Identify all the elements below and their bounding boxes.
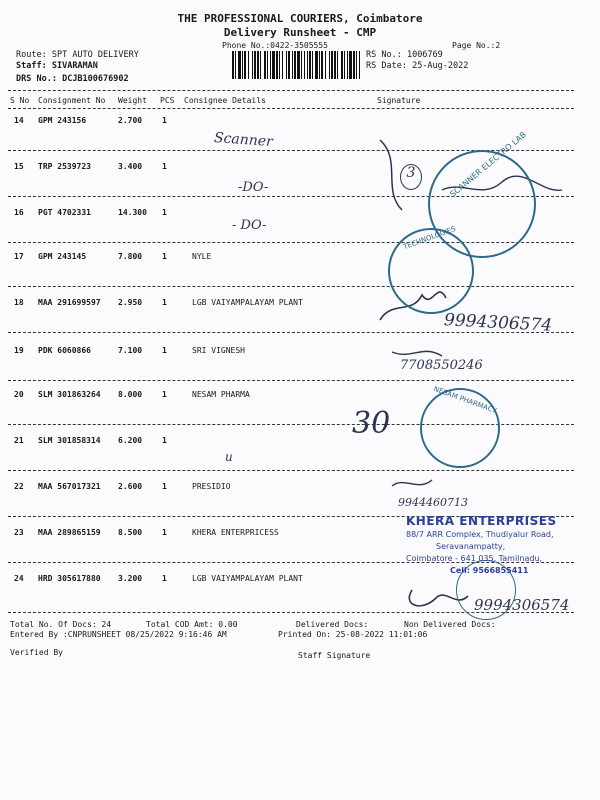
total-docs: Total No. Of Docs: 24 bbox=[10, 620, 112, 629]
row-consignment-no: MAA 289865159 bbox=[38, 528, 101, 537]
stamp-text-nesam: NESAM PHARMACY bbox=[432, 384, 498, 416]
barcode-bar bbox=[242, 51, 243, 79]
row-pcs: 1 bbox=[162, 208, 167, 217]
row-pcs: 1 bbox=[162, 162, 167, 171]
handwritten-circled-3: 3 bbox=[400, 164, 422, 190]
row-weight: 3.400 bbox=[118, 162, 143, 171]
row-weight: 7.800 bbox=[118, 252, 143, 261]
barcode-bar bbox=[252, 51, 253, 79]
route-value: SPT AUTO DELIVERY bbox=[51, 50, 139, 60]
drs-row bbox=[16, 74, 129, 84]
barcode-bar bbox=[334, 51, 336, 79]
header-divider-bottom bbox=[8, 108, 574, 109]
route-row bbox=[16, 50, 139, 60]
rs-date-row bbox=[366, 61, 468, 71]
khera-stamp-line2: Seravanampatty, bbox=[436, 542, 506, 551]
row-pcs: 1 bbox=[162, 574, 167, 583]
drs-label: DRS No.: bbox=[16, 74, 57, 84]
row-consignee: SRI VIGNESH bbox=[192, 346, 245, 355]
rs-date-label: RS Date: bbox=[366, 61, 407, 71]
barcode bbox=[232, 51, 360, 79]
row-sno: 22 bbox=[14, 482, 24, 491]
delivered-docs: Delivered Docs: bbox=[296, 620, 369, 629]
row-weight: 2.600 bbox=[118, 482, 143, 491]
row-weight: 6.200 bbox=[118, 436, 143, 445]
row-pcs: 1 bbox=[162, 390, 167, 399]
row-pcs: 1 bbox=[162, 436, 167, 445]
barcode-bar bbox=[238, 51, 241, 79]
khera-stamp-line1: 88/7 ARR Complex, Thudiyalur Road, bbox=[406, 530, 554, 539]
nesam-pharmacy-stamp bbox=[420, 384, 500, 468]
row-pcs: 1 bbox=[162, 346, 167, 355]
staff-row bbox=[16, 61, 98, 71]
row-weight: 2.700 bbox=[118, 116, 143, 125]
barcode-bar bbox=[257, 51, 259, 79]
runsheet-title: Delivery Runsheet - CMP bbox=[223, 26, 377, 39]
barcode-bar bbox=[260, 51, 261, 79]
row-sno: 19 bbox=[14, 346, 24, 355]
row-consignment-no: SLM 301858314 bbox=[38, 436, 101, 445]
barcode-bar bbox=[267, 51, 268, 79]
rs-date-value: 25-Aug-2022 bbox=[412, 61, 469, 71]
barcode-bar bbox=[347, 51, 348, 79]
barcode-bar bbox=[356, 51, 357, 79]
barcode-bar bbox=[244, 51, 246, 79]
barcode-bar bbox=[264, 51, 266, 79]
phone-number: Phone No.:0422-3505555 bbox=[222, 41, 328, 50]
barcode-bar bbox=[341, 51, 343, 79]
row-consignment-no: MAA 291699597 bbox=[38, 298, 101, 307]
barcode-bar bbox=[248, 51, 249, 79]
handwritten-phone-4: 9994306574 bbox=[474, 596, 570, 614]
barcode-bar bbox=[353, 51, 355, 79]
handwritten-phone-1: 9994306574 bbox=[443, 310, 553, 336]
barcode-bar bbox=[279, 51, 280, 79]
row-consignee: NESAM PHARMA bbox=[192, 390, 250, 399]
handwritten-ditto-2: - DO- bbox=[232, 218, 267, 233]
barcode-bar bbox=[288, 51, 290, 79]
barcode-bar bbox=[337, 51, 338, 79]
row-pcs: 1 bbox=[162, 252, 167, 261]
handwritten-phone-2: 7708550246 bbox=[400, 358, 483, 373]
row-consignment-no: SLM 301863264 bbox=[38, 390, 101, 399]
barcode-bar bbox=[235, 51, 236, 79]
row-sno: 24 bbox=[14, 574, 24, 583]
row-consignment-no: GPM 243145 bbox=[38, 252, 87, 261]
barcode-bar bbox=[307, 51, 308, 79]
page-number: Page No.:2 bbox=[452, 41, 501, 50]
row-weight: 2.950 bbox=[118, 298, 143, 307]
barcode-bar bbox=[232, 51, 234, 79]
barcode-bar bbox=[301, 51, 302, 79]
barcode-bar bbox=[359, 51, 360, 79]
stamp-text-technologies: TECHNOLOGIES bbox=[402, 224, 457, 252]
handwritten-phone-3: 9944460713 bbox=[398, 496, 468, 509]
row-consignment-no: PGT 4702331 bbox=[38, 208, 91, 217]
row-consignment-no: GPM 243156 bbox=[38, 116, 87, 125]
rs-no-label: RS No.: bbox=[366, 50, 402, 60]
row-consignee: PRESIDIO bbox=[192, 482, 231, 491]
barcode-bar bbox=[276, 51, 278, 79]
row-consignment-no: TRP 2539723 bbox=[38, 162, 91, 171]
row-weight: 14.300 bbox=[118, 208, 147, 217]
row-weight: 8.000 bbox=[118, 390, 143, 399]
barcode-bar bbox=[292, 51, 293, 79]
row-sno: 18 bbox=[14, 298, 24, 307]
barcode-bar bbox=[321, 51, 323, 79]
header-divider-top bbox=[8, 90, 574, 91]
col-pcs: PCS bbox=[160, 96, 175, 105]
row-consignment-no: HRD 305617880 bbox=[38, 574, 101, 583]
handwritten-u: u bbox=[225, 450, 233, 464]
barcode-bar bbox=[294, 51, 296, 79]
col-consignment: Consignment No bbox=[38, 96, 106, 105]
technologies-stamp bbox=[388, 224, 474, 314]
signature-scribble bbox=[380, 140, 402, 210]
khera-stamp-line3: Coimbatore - 641 035. Tamilnadu, bbox=[406, 554, 543, 563]
row-sno: 23 bbox=[14, 528, 24, 537]
row-weight: 3.200 bbox=[118, 574, 143, 583]
row-pcs: 1 bbox=[162, 482, 167, 491]
barcode-bar bbox=[286, 51, 287, 79]
handwritten-30: 30 bbox=[352, 406, 391, 441]
route-label: Route: bbox=[16, 50, 47, 60]
barcode-bar bbox=[349, 51, 352, 79]
row-consignee: NYLE bbox=[192, 252, 212, 261]
row-sno: 15 bbox=[14, 162, 24, 171]
row-consignment-no: MAA 567017321 bbox=[38, 482, 101, 491]
col-sno: S No bbox=[10, 96, 30, 105]
row-weight: 7.100 bbox=[118, 346, 143, 355]
row-consignee: LGB VAIYAMPALAYAM PLANT bbox=[192, 574, 303, 583]
barcode-bar bbox=[329, 51, 330, 79]
total-cod: Total COD Amt: 0.00 bbox=[146, 620, 238, 629]
staff-label: Staff: bbox=[16, 61, 47, 71]
barcode-bar bbox=[297, 51, 300, 79]
khera-stamp-line4: Cell: 9566855411 bbox=[450, 566, 529, 575]
row-pcs: 1 bbox=[162, 116, 167, 125]
non-delivered-docs: Non Delivered Docs: bbox=[404, 620, 496, 629]
col-weight: Weight bbox=[118, 96, 147, 105]
row-consignment-no: PDK 6060866 bbox=[38, 346, 91, 355]
staff-signature: Staff Signature bbox=[298, 651, 371, 660]
row-consignee: KHERA ENTERPRICESS bbox=[192, 528, 279, 537]
barcode-bar bbox=[309, 51, 311, 79]
row-sno: 21 bbox=[14, 436, 24, 445]
stamp-text-scanner: SCANNER ELECTRO LAB bbox=[448, 130, 528, 199]
row-pcs: 1 bbox=[162, 528, 167, 537]
handwritten-scanner: Scanner bbox=[213, 129, 274, 151]
barcode-bar bbox=[304, 51, 305, 79]
rs-no-value: 1006769 bbox=[406, 50, 443, 60]
barcode-bar bbox=[344, 51, 345, 79]
barcode-bar bbox=[270, 51, 271, 79]
drs-value: DCJB100676902 bbox=[62, 74, 129, 84]
rs-no-row bbox=[366, 50, 443, 60]
entered-by: Entered By :CNPRUNSHEET 08/25/2022 9:16:46 AM bbox=[10, 630, 227, 639]
barcode-bar bbox=[272, 51, 275, 79]
khera-stamp-name: KHERA ENTERPRISES bbox=[406, 514, 557, 528]
row-consignee: LGB VAIYAMPALAYAM PLANT bbox=[192, 298, 303, 307]
barcode-bar bbox=[312, 51, 313, 79]
col-consignee: Consignee Details bbox=[184, 96, 266, 105]
col-signature: Signature bbox=[377, 96, 421, 105]
company-title: THE PROFESSIONAL COURIERS, Coimbatore bbox=[177, 12, 423, 25]
row-sno: 16 bbox=[14, 208, 24, 217]
row-sno: 14 bbox=[14, 116, 24, 125]
staff-value: SIVARAMAN bbox=[51, 61, 98, 71]
barcode-bar bbox=[325, 51, 326, 79]
barcode-bar bbox=[282, 51, 283, 79]
row-pcs: 1 bbox=[162, 298, 167, 307]
row-sno: 20 bbox=[14, 390, 24, 399]
handwritten-ditto-1: -DO- bbox=[238, 180, 269, 195]
row-weight: 8.500 bbox=[118, 528, 143, 537]
barcode-bar bbox=[315, 51, 318, 79]
barcode-bar bbox=[254, 51, 256, 79]
printed-on: Printed On: 25-08-2022 11:01:06 bbox=[278, 630, 428, 639]
barcode-bar bbox=[319, 51, 320, 79]
verified-by: Verified By bbox=[10, 648, 63, 657]
signature-scribble bbox=[392, 351, 442, 356]
row-sno: 17 bbox=[14, 252, 24, 261]
barcode-bar bbox=[331, 51, 333, 79]
signature-scribble bbox=[392, 480, 432, 486]
